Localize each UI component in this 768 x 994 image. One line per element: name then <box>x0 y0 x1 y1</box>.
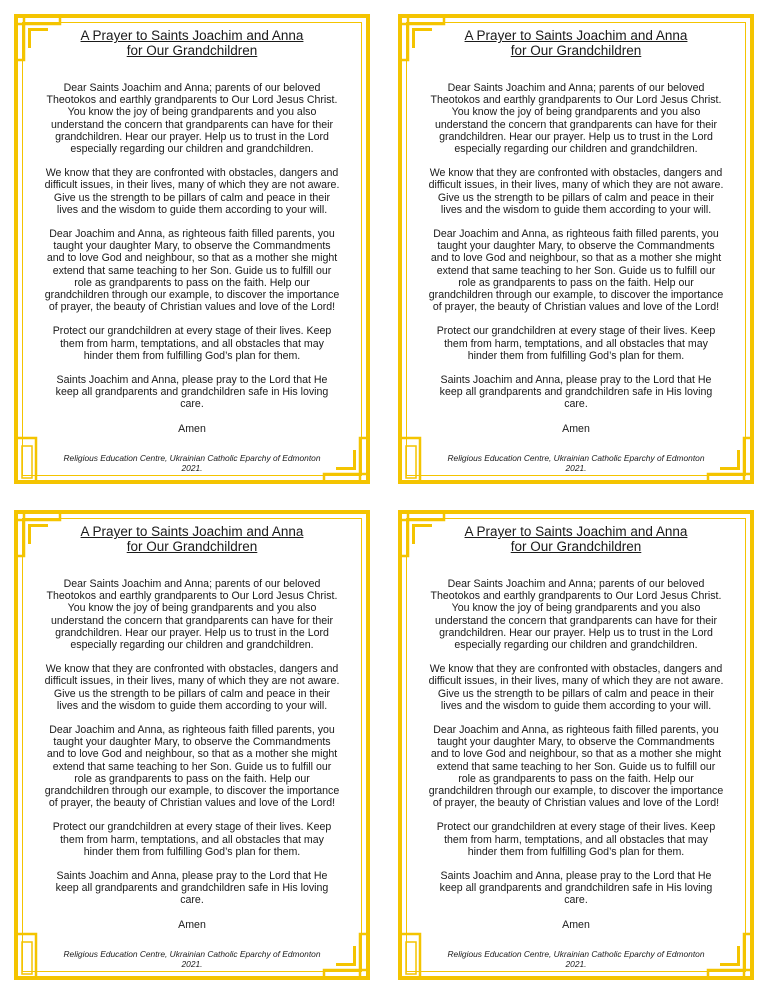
prayer-title-line-1: A Prayer to Saints Joachim and Anna <box>464 524 688 539</box>
prayer-paragraph: Saints Joachim and Anna, please pray to the Lord that He keep all grandparents and grandchildren safe in His loving care. <box>439 374 713 411</box>
prayer-amen: Amen <box>178 422 206 435</box>
prayer-paragraph: Protect our grandchildren at every stage of their lives. Keep them from harm, temptations, and all obstacles that may hinder them from fulfilling God’s plan for them. <box>436 821 716 858</box>
prayer-paragraph: We know that they are confronted with obstacles, dangers and difficult issues, in their lives, many of which they are not aware. Give us the strength to be pillars of calm and peace in their lives and the wisdom to guide them according to your will. <box>428 663 724 712</box>
prayer-title <box>44 28 340 58</box>
prayer-paragraph: Dear Joachim and Anna, as righteous faith filled parents, you taught your daughter Mary, to observe the Commandments and to love God and neighbour, so that as a mother she might extend that same teaching to her Son. Guide us to fulfill our role as grandparents to pass on the faith. Help our grandchildren through our example, to discover the importance of prayer, the beauty of Christian values and love of the Lord! <box>44 228 340 314</box>
prayer-amen: Amen <box>562 422 590 435</box>
prayer-paragraph: Saints Joachim and Anna, please pray to the Lord that He keep all grandparents and grandchildren safe in His loving care. <box>439 870 713 907</box>
prayer-paragraph: Dear Joachim and Anna, as righteous faith filled parents, you taught your daughter Mary, to observe the Commandments and to love God and neighbour, so that as a mother she might extend that same teaching to her Son. Guide us to fulfill our role as grandparents to pass on the faith. Help our grandchildren through our example, to discover the importance of prayer, the beauty of Christian values and love of the Lord! <box>44 724 340 810</box>
prayer-paragraph: Protect our grandchildren at every stage of their lives. Keep them from harm, temptations, and all obstacles that may hinder them from fulfilling God’s plan for them. <box>52 821 332 858</box>
prayer-credit: Religious Education Centre, Ukrainian Catholic Eparchy of Edmonton 2021. <box>63 452 321 473</box>
prayer-card <box>14 14 370 484</box>
prayer-paragraph: Dear Joachim and Anna, as righteous faith filled parents, you taught your daughter Mary, to observe the Commandments and to love God and neighbour, so that as a mother she might extend that same teaching to her Son. Guide us to fulfill our role as grandparents to pass on the faith. Help our grandchildren through our example, to discover the importance of prayer, the beauty of Christian values and love of the Lord! <box>428 724 724 810</box>
prayer-paragraph: We know that they are confronted with obstacles, dangers and difficult issues, in their lives, many of which they are not aware. Give us the strength to be pillars of calm and peace in their lives and the wisdom to guide them according to your will. <box>44 663 340 712</box>
prayer-paragraph: Saints Joachim and Anna, please pray to the Lord that He keep all grandparents and grandchildren safe in His loving care. <box>55 374 329 411</box>
prayer-title-line-1: A Prayer to Saints Joachim and Anna <box>80 524 304 539</box>
prayer-paragraph: Dear Joachim and Anna, as righteous faith filled parents, you taught your daughter Mary, to observe the Commandments and to love God and neighbour, so that as a mother she might extend that same teaching to her Son. Guide us to fulfill our role as grandparents to pass on the faith. Help our grandchildren through our example, to discover the importance of prayer, the beauty of Christian values and love of the Lord! <box>428 228 724 314</box>
prayer-credit: Religious Education Centre, Ukrainian Catholic Eparchy of Edmonton 2021. <box>447 948 705 969</box>
card-content <box>44 524 340 969</box>
card-content <box>428 28 724 473</box>
prayer-amen: Amen <box>178 918 206 931</box>
prayer-credit: Religious Education Centre, Ukrainian Catholic Eparchy of Edmonton 2021. <box>63 948 321 969</box>
prayer-title-line-2: for Our Grandchildren <box>126 43 258 58</box>
card-content <box>44 28 340 473</box>
prayer-paragraph: Saints Joachim and Anna, please pray to the Lord that He keep all grandparents and grandchildren safe in His loving care. <box>55 870 329 907</box>
prayer-title-line-1: A Prayer to Saints Joachim and Anna <box>464 28 688 43</box>
prayer-title <box>428 524 724 554</box>
prayer-paragraph: We know that they are confronted with obstacles, dangers and difficult issues, in their lives, many of which they are not aware. Give us the strength to be pillars of calm and peace in their lives and the wisdom to guide them according to your will. <box>44 167 340 216</box>
prayer-paragraph: Protect our grandchildren at every stage of their lives. Keep them from harm, temptations, and all obstacles that may hinder them from fulfilling God’s plan for them. <box>52 325 332 362</box>
prayer-card <box>398 14 754 484</box>
prayer-credit: Religious Education Centre, Ukrainian Catholic Eparchy of Edmonton 2021. <box>447 452 705 473</box>
prayer-paragraph: Protect our grandchildren at every stage of their lives. Keep them from harm, temptations, and all obstacles that may hinder them from fulfilling God’s plan for them. <box>436 325 716 362</box>
prayer-paragraph: Dear Saints Joachim and Anna; parents of our beloved Theotokos and earthly grandparents to Our Lord Jesus Christ. You know the joy of being grandparents and you also understand the concern that grandparents can have for their grandchildren. Hear our prayer. Help us to trust in the Lord especially regarding our children and grandchildren. <box>430 82 722 156</box>
prayer-title <box>44 524 340 554</box>
prayer-title-line-2: for Our Grandchildren <box>510 43 642 58</box>
prayer-amen: Amen <box>562 918 590 931</box>
prayer-card <box>398 510 754 980</box>
prayer-card <box>14 510 370 980</box>
prayer-paragraph: Dear Saints Joachim and Anna; parents of our beloved Theotokos and earthly grandparents to Our Lord Jesus Christ. You know the joy of being grandparents and you also understand the concern that grandparents can have for their grandchildren. Hear our prayer. Help us to trust in the Lord especially regarding our children and grandchildren. <box>430 578 722 652</box>
card-content <box>428 524 724 969</box>
prayer-title <box>428 28 724 58</box>
prayer-title-line-1: A Prayer to Saints Joachim and Anna <box>80 28 304 43</box>
prayer-paragraph: Dear Saints Joachim and Anna; parents of our beloved Theotokos and earthly grandparents to Our Lord Jesus Christ. You know the joy of being grandparents and you also understand the concern that grandparents can have for their grandchildren. Hear our prayer. Help us to trust in the Lord especially regarding our children and grandchildren. <box>46 82 338 156</box>
prayer-paragraph: Dear Saints Joachim and Anna; parents of our beloved Theotokos and earthly grandparents to Our Lord Jesus Christ. You know the joy of being grandparents and you also understand the concern that grandparents can have for their grandchildren. Hear our prayer. Help us to trust in the Lord especially regarding our children and grandchildren. <box>46 578 338 652</box>
prayer-title-line-2: for Our Grandchildren <box>126 539 258 554</box>
prayer-paragraph: We know that they are confronted with obstacles, dangers and difficult issues, in their lives, many of which they are not aware. Give us the strength to be pillars of calm and peace in their lives and the wisdom to guide them according to your will. <box>428 167 724 216</box>
prayer-title-line-2: for Our Grandchildren <box>510 539 642 554</box>
